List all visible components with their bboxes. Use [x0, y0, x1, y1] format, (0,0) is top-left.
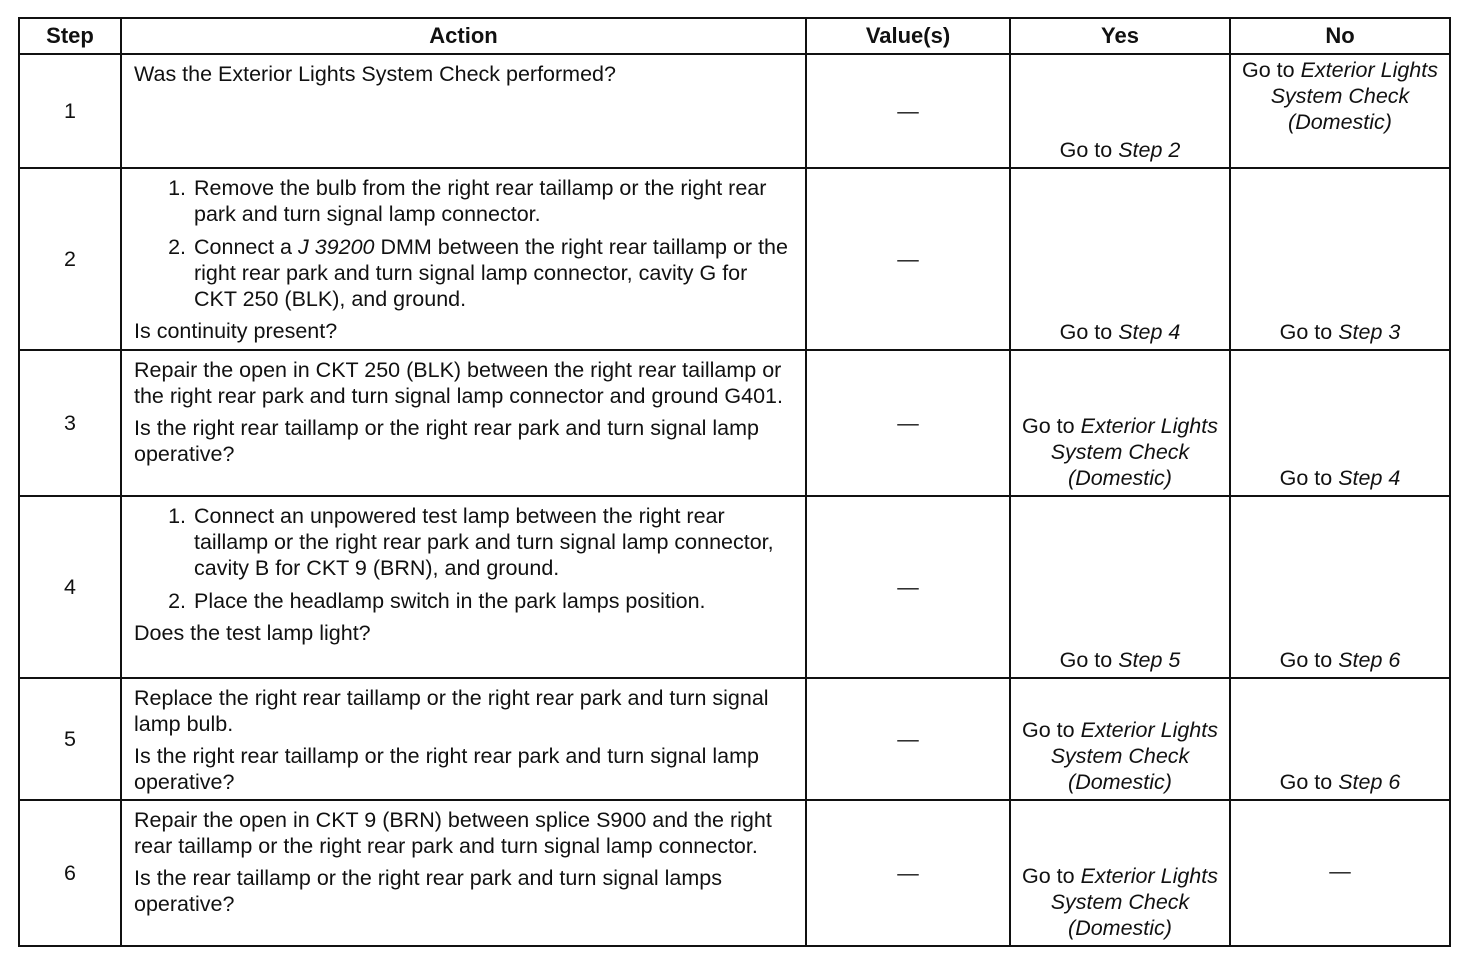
yes-prefix: Go to	[1022, 414, 1081, 438]
value-cell: —	[806, 350, 1010, 496]
action-cell	[121, 350, 806, 496]
yes-prefix: Go to	[1059, 320, 1119, 344]
yes-prefix: Go to	[1059, 138, 1119, 162]
yes-cell	[1010, 168, 1230, 350]
action-text: Repair the open in CKT 250 (BLK) between the right rear taillamp or the right rear park and turn signal lamp connector and ground G401.	[134, 358, 783, 408]
step-number: 6	[19, 800, 121, 946]
action-text: Was the Exterior Lights System Check performed?	[134, 62, 616, 86]
question-text: Is the rear taillamp or the right rear park and turn signal lamps operative?	[134, 866, 722, 916]
table-row	[19, 168, 1450, 350]
value-cell: —	[806, 678, 1010, 800]
table-row	[19, 678, 1450, 800]
action-list-item: 1. Connect an unpowered test lamp between the right rear taillamp or the right rear park and turn signal lamp connector, cavity B for CKT 9 (BRN), and ground.	[192, 503, 795, 581]
header-yes: Yes	[1010, 18, 1230, 54]
no-prefix: Go to	[1279, 648, 1339, 672]
action-text: Replace the right rear taillamp or the right rear park and turn signal lamp bulb.	[134, 686, 769, 736]
action-cell	[121, 54, 806, 168]
yes-cell	[1010, 678, 1230, 800]
yes-link: Exterior Lights System Check (Domestic)	[1050, 414, 1218, 490]
no-link: Exterior Lights System Check (Domestic)	[1270, 58, 1438, 134]
no-link: Step 6	[1338, 770, 1401, 794]
table-row	[19, 350, 1450, 496]
no-prefix: Go to	[1242, 58, 1301, 82]
header-values: Value(s)	[806, 18, 1010, 54]
header-step: Step	[19, 18, 121, 54]
no-cell	[1230, 800, 1450, 946]
action-cell	[121, 800, 806, 946]
action-cell	[121, 168, 806, 350]
value-cell: —	[806, 168, 1010, 350]
header-no: No	[1230, 18, 1450, 54]
yes-link: Exterior Lights System Check (Domestic)	[1050, 864, 1218, 940]
yes-cell	[1010, 496, 1230, 678]
yes-link: Exterior Lights System Check (Domestic)	[1050, 718, 1218, 794]
no-prefix: Go to	[1279, 770, 1339, 794]
yes-link: Step 5	[1118, 648, 1181, 672]
no-prefix: Go to	[1279, 466, 1339, 490]
action-list-item: 2. Place the headlamp switch in the park lamps position.	[192, 588, 795, 614]
yes-prefix: Go to	[1022, 864, 1081, 888]
question-text: Is continuity present?	[134, 319, 338, 343]
yes-prefix: Go to	[1022, 718, 1081, 742]
step-number: 4	[19, 496, 121, 678]
action-cell	[121, 678, 806, 800]
question-text: Is the right rear taillamp or the right rear park and turn signal lamp operative?	[134, 416, 759, 466]
yes-link: Step 4	[1118, 320, 1181, 344]
question-text: Is the right rear taillamp or the right rear park and turn signal lamp operative?	[134, 744, 759, 794]
yes-cell	[1010, 54, 1230, 168]
no-cell	[1230, 168, 1450, 350]
value-cell: —	[806, 496, 1010, 678]
no-cell	[1230, 678, 1450, 800]
yes-prefix: Go to	[1059, 648, 1119, 672]
no-cell	[1230, 54, 1450, 168]
header-action: Action	[121, 18, 806, 54]
header-row	[19, 18, 1450, 54]
value-cell: —	[806, 54, 1010, 168]
diagnostic-table	[18, 17, 1451, 947]
table-row	[19, 496, 1450, 678]
value-cell: —	[806, 800, 1010, 946]
step-number: 1	[19, 54, 121, 168]
no-prefix: Go to	[1279, 320, 1339, 344]
tool-name: J 39200	[297, 235, 375, 259]
no-link: Step 6	[1338, 648, 1401, 672]
no-link: —	[1329, 859, 1351, 883]
yes-cell	[1010, 800, 1230, 946]
question-text: Does the test lamp light?	[134, 621, 371, 645]
action-list-item: 1. Remove the bulb from the right rear taillamp or the right rear park and turn signal lamp connector.	[192, 175, 795, 227]
action-list-item: 2. Connect a J 39200 DMM between the right rear taillamp or the right rear park and turn signal lamp connector, cavity G for CKT 250 (BLK), and ground.	[192, 234, 795, 312]
action-list	[134, 503, 795, 614]
no-link: Step 3	[1338, 320, 1401, 344]
no-link: Step 4	[1338, 466, 1401, 490]
action-text: Repair the open in CKT 9 (BRN) between splice S900 and the right rear taillamp or the right rear park and turn signal lamp connector.	[134, 808, 772, 858]
step-number: 5	[19, 678, 121, 800]
step-number: 3	[19, 350, 121, 496]
action-cell	[121, 496, 806, 678]
no-cell	[1230, 350, 1450, 496]
table-row	[19, 54, 1450, 168]
no-cell	[1230, 496, 1450, 678]
action-list	[134, 175, 795, 312]
table-row	[19, 800, 1450, 946]
yes-link: Step 2	[1118, 138, 1181, 162]
step-number: 2	[19, 168, 121, 350]
yes-cell	[1010, 350, 1230, 496]
